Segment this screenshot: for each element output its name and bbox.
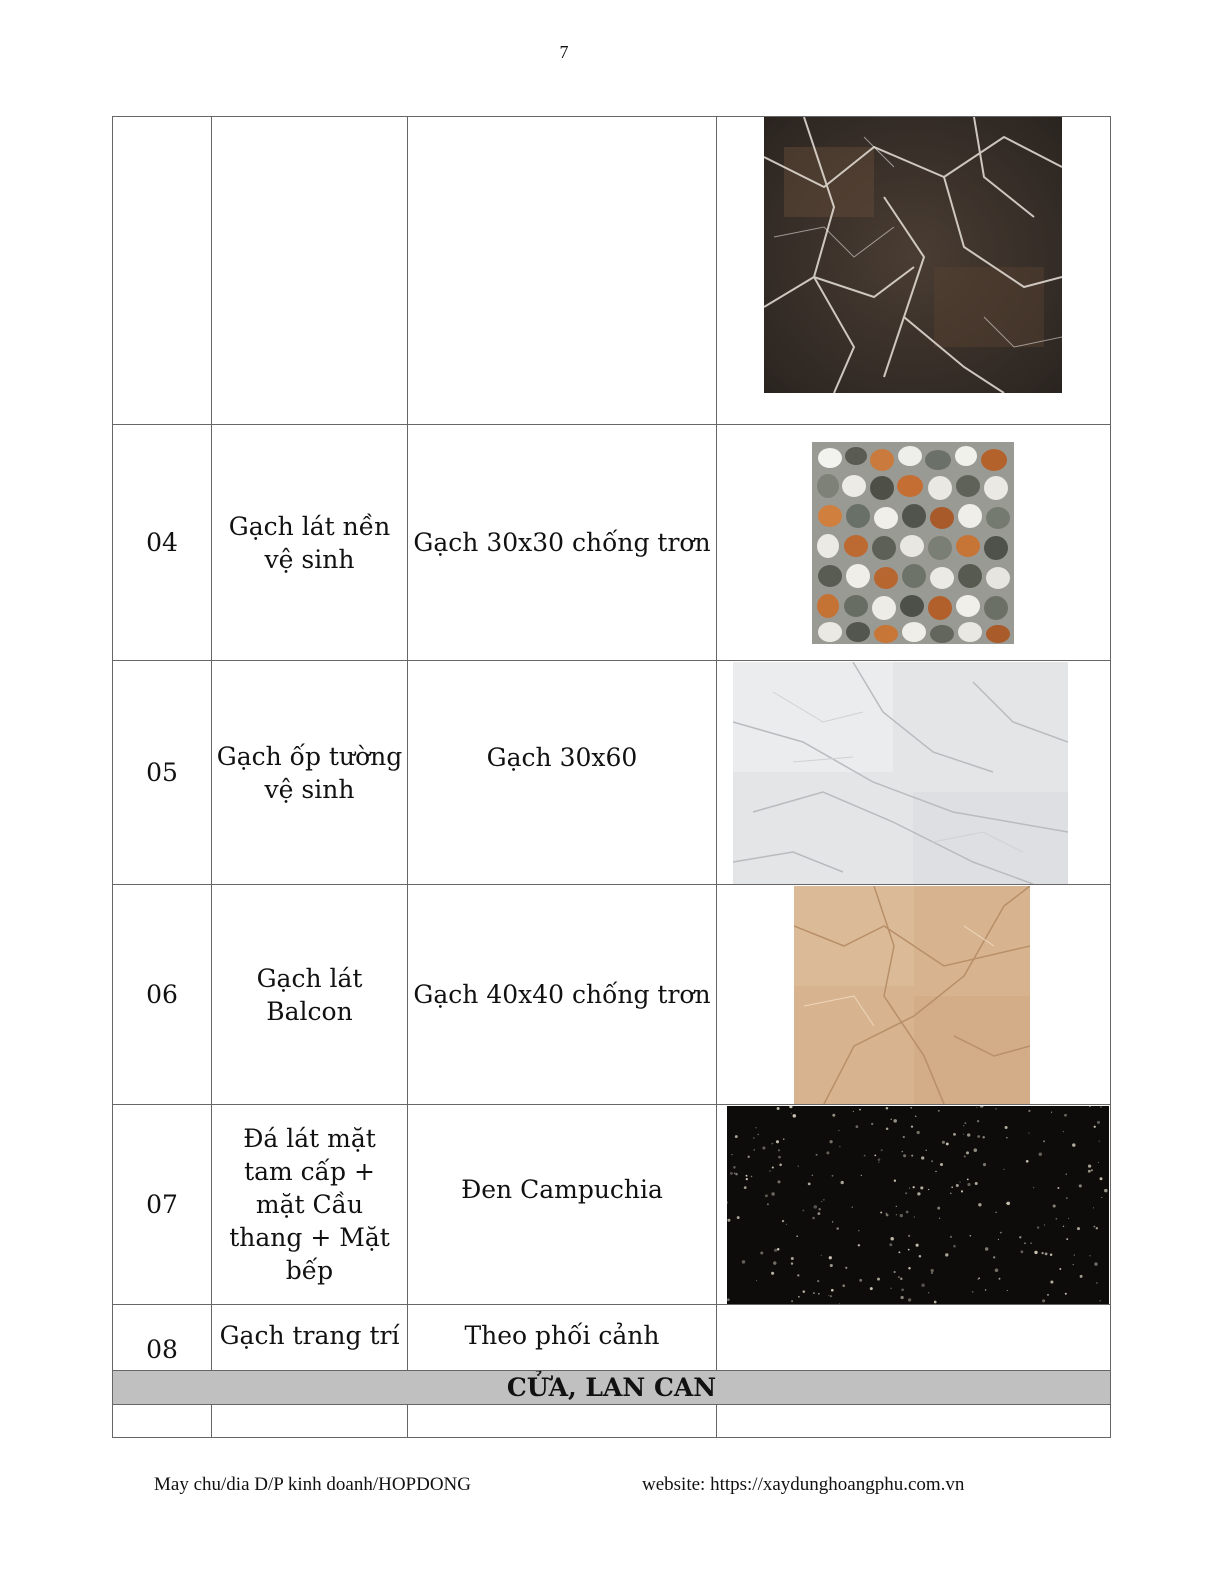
empty-cell xyxy=(113,1405,212,1438)
item-name: Đá lát mặt tam cấp + mặt Cầu thang + Mặt bếp xyxy=(212,1105,408,1305)
materials-table xyxy=(112,116,1111,1438)
item-spec xyxy=(408,117,717,425)
white-marble-swatch xyxy=(733,662,1068,884)
dark-brown-marble-swatch xyxy=(764,117,1062,393)
beige-marble-swatch xyxy=(794,886,1030,1104)
black-granite-swatch xyxy=(727,1106,1109,1304)
row-number: 05 xyxy=(113,661,212,885)
item-spec: Gạch 30x30 chống trơn xyxy=(408,425,717,661)
item-name: Gạch lát Balcon xyxy=(212,885,408,1105)
row-number: 06 xyxy=(113,885,212,1105)
swatch-cell xyxy=(717,661,1111,885)
table-row xyxy=(113,885,1111,1105)
row-number: 04 xyxy=(113,425,212,661)
row-number xyxy=(113,117,212,425)
swatch-cell xyxy=(717,425,1111,661)
table-row xyxy=(113,1305,1111,1371)
section-header: CỬA, LAN CAN xyxy=(113,1371,1111,1405)
item-spec: Đen Campuchia xyxy=(408,1105,717,1305)
table-row xyxy=(113,1105,1111,1305)
empty-cell xyxy=(212,1405,408,1438)
table-row xyxy=(113,1405,1111,1438)
table-row xyxy=(113,661,1111,885)
empty-cell xyxy=(408,1405,717,1438)
item-name: Gạch lát nền vệ sinh xyxy=(212,425,408,661)
footer-website: website: https://xaydunghoangphu.com.vn xyxy=(642,1474,965,1495)
item-name xyxy=(212,117,408,425)
item-spec: Gạch 40x40 chống trơn xyxy=(408,885,717,1105)
item-name: Gạch trang trí xyxy=(212,1305,408,1371)
footer-path: May chu/dia D/P kinh doanh/HOPDONG xyxy=(154,1474,471,1495)
empty-cell xyxy=(717,1405,1111,1438)
section-header-row xyxy=(113,1371,1111,1405)
row-number: 08 xyxy=(113,1305,212,1371)
item-spec: Gạch 30x60 xyxy=(408,661,717,885)
swatch-cell xyxy=(717,1305,1111,1371)
swatch-cell xyxy=(717,117,1111,425)
page-number: 7 xyxy=(559,42,569,62)
swatch-cell xyxy=(717,885,1111,1105)
item-name: Gạch ốp tường vệ sinh xyxy=(212,661,408,885)
swatch-cell xyxy=(717,1105,1111,1305)
table-row xyxy=(113,117,1111,425)
row-number: 07 xyxy=(113,1105,212,1305)
item-spec: Theo phối cảnh xyxy=(408,1305,717,1371)
table-row xyxy=(113,425,1111,661)
pebble-tile-swatch xyxy=(812,442,1014,644)
